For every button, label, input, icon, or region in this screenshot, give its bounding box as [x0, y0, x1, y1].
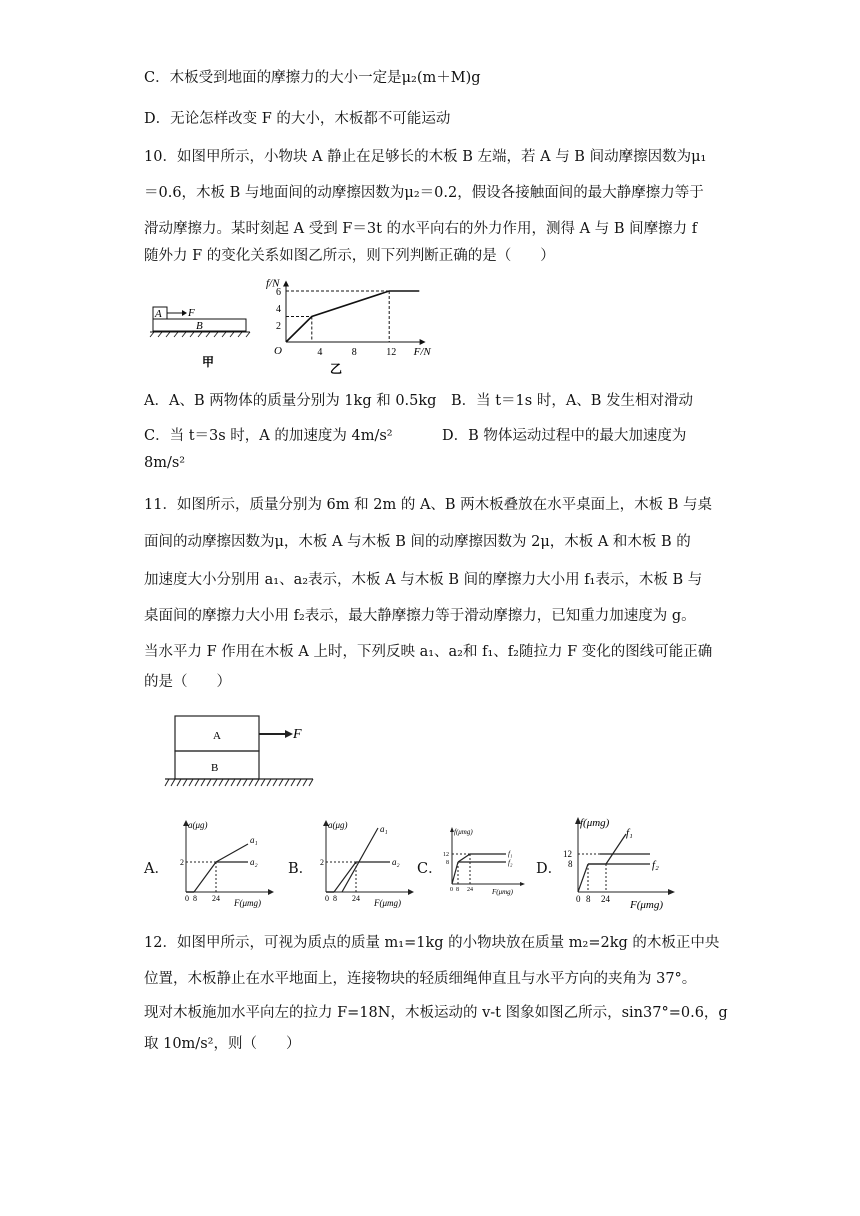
q10-line-4: 随外力 F 的变化关系如图乙所示，则下列判断正确的是（ ）: [144, 248, 555, 264]
option-11c-graph: [440, 824, 532, 896]
option-11a-a2-label: a₂: [250, 857, 258, 867]
y-tick-4: 4: [276, 304, 281, 315]
q12-line-4: 取 10m/s²，则（ ）: [144, 1036, 301, 1052]
q12-line-3: 现对木板施加水平向左的拉力 F=18N，木板运动的 v-t 图象如图乙所示，sin37°=0.6，g: [144, 1005, 728, 1021]
option-11b-graph: [312, 816, 424, 910]
option-11b-xlabel: F(μmg): [374, 898, 402, 908]
q12-line-2: 位置，木板静止在水平地面上，连接物块的轻质细绳伸直且与水平方向的夹角为 37°。: [144, 971, 697, 987]
option-11b-a1-label: a₁: [380, 824, 388, 834]
option-11d-label: D．: [536, 861, 563, 877]
x-tick-4: 4: [317, 347, 323, 358]
option-11b-a1-line: [342, 828, 378, 892]
option-11d-xtick-8: 8: [586, 894, 591, 904]
option-11b-ylabel: a(μg): [328, 820, 348, 830]
option-11b-label: B．: [288, 861, 314, 877]
x-tick-12: 12: [386, 347, 397, 358]
option-11a-xlabel: F(μmg): [234, 898, 262, 908]
option-11d-f1-label: f₁: [626, 827, 633, 839]
option-11c-f1-label: f₁: [508, 850, 513, 858]
y-axis-label: f/N: [266, 277, 280, 290]
option-11a-ylabel: a(μg): [188, 820, 208, 830]
option-11a-label: A．: [144, 861, 169, 877]
y-tick-2: 2: [276, 321, 281, 332]
option-11d-ytick-8: 8: [568, 859, 573, 869]
q11-line-3: 加速度大小分别用 a₁、a₂表示，木板 A 与木板 B 间的摩擦力大小用 f₁表示，木板 B 与: [144, 572, 703, 588]
x-axis-arrow: [420, 339, 426, 345]
figure-10-yi-chart: [262, 266, 431, 378]
option-9c: C．木板受到地面的摩擦力的大小一定是μ₂(m＋M)g: [144, 70, 481, 86]
option-11d-ytick-12: 12: [563, 849, 572, 859]
option-11d-f1-line: [606, 834, 626, 864]
option-11d-rise-line: [578, 864, 588, 892]
board-b-label: B: [196, 320, 203, 332]
q12-line-1: 12．如图甲所示，可视为质点的质量 m₁=1kg 的小物块放在质量 m₂=2kg 的木板正中央: [144, 935, 720, 951]
option-11d-xtick-0: 0: [576, 894, 581, 904]
yi-label: 乙: [330, 362, 343, 376]
option-11d-f2-label: f₂: [652, 859, 659, 871]
option-11a-common-line: [194, 862, 216, 892]
option-11c-label: C．: [417, 861, 443, 877]
force-label: F: [188, 307, 195, 319]
y-tick-6: 6: [276, 287, 281, 298]
option-11b-xtick-0: 0: [325, 894, 329, 903]
option-11d-ylabel: f(μmg): [580, 817, 610, 829]
q10-line-1: 10．如图甲所示，小物块 A 静止在足够长的木板 B 左端，若 A 与 B 间动摩擦因数为μ₁: [144, 149, 707, 165]
origin-label: O: [274, 345, 282, 357]
q10-option-c: C．当 t＝3s 时，A 的加速度为 4m/s²: [144, 428, 393, 444]
y-axis-arrow: [283, 281, 289, 287]
q10-option-d-cont: 8m/s²: [144, 455, 186, 471]
board-b-label-11: B: [211, 762, 219, 774]
ground-hatch: [150, 332, 250, 337]
option-11a-graph: [168, 816, 280, 910]
option-11b-xtick-8: 8: [333, 894, 337, 903]
option-11c-ylabel: f(μmg): [454, 828, 473, 836]
option-11a-xtick-8: 8: [193, 894, 197, 903]
jia-label: 甲: [202, 355, 215, 369]
option-11c-xtick-24: 24: [467, 887, 473, 893]
option-11a-a1-label: a₁: [250, 835, 258, 845]
option-11b-ytick: 2: [320, 858, 324, 867]
q11-line-2: 面间的动摩擦因数为μ，木板 A 与木板 B 间的动摩擦因数为 2μ，木板 A 和木板 B 的: [144, 534, 691, 550]
q10-line-3: 滑动摩擦力。某时刻起 A 受到 F＝3t 的水平向右的外力作用，测得 A 与 B 间摩擦力 f: [144, 221, 698, 237]
x-axis-label: F/N: [413, 346, 431, 358]
q11-line-5: 当水平力 F 作用在木板 A 上时，下列反映 a₁、a₂和 f₁、f₂随拉力 F 变化的图线可能正确: [144, 644, 713, 660]
q11-line-1: 11．如图所示，质量分别为 6m 和 2m 的 A、B 两木板叠放在水平桌面上，木板 B 与桌: [144, 497, 713, 513]
option-11d-xlabel: F(μmg): [630, 899, 664, 911]
option-11d-xtick-24: 24: [601, 894, 610, 904]
q11-line-4: 桌面间的摩擦力大小用 f₂表示，最大静摩擦力等于滑动摩擦力，已知重力加速度为 g。: [144, 608, 696, 624]
option-11c-xlabel: F(μmg): [492, 888, 514, 896]
option-11b-a2-label: a₂: [392, 857, 400, 867]
option-11c-ytick-12: 12: [443, 852, 449, 858]
x-tick-8: 8: [351, 347, 357, 358]
option-11a-xtick-24: 24: [212, 894, 220, 903]
figure-10-jia: [150, 295, 260, 375]
option-11a-xtick-0: 0: [185, 894, 189, 903]
option-11c-rise-line: [452, 862, 458, 884]
option-11c-xtick-8: 8: [456, 887, 459, 893]
q10-option-d: D．B 物体运动过程中的最大加速度为: [442, 428, 687, 444]
option-11d-graph: [560, 812, 686, 912]
block-a-label: A: [155, 308, 162, 320]
force-label-11: F: [293, 727, 302, 742]
option-11c-xtick-0: 0: [450, 887, 453, 893]
series-line: [286, 291, 419, 342]
option-11c-f2-label: f₂: [508, 859, 513, 867]
table-hatch: [165, 779, 313, 786]
figure-11-boards: [163, 712, 323, 794]
q10-option-ab: A．A、B 两物体的质量分别为 1kg 和 0.5kg B．当 t＝1s 时，A、B 发生相对滑动: [144, 393, 694, 409]
q11-line-6: 的是（ ）: [144, 674, 231, 690]
option-11c-ytick-8: 8: [446, 860, 449, 866]
board-a-label: A: [213, 730, 221, 742]
option-11a-ytick: 2: [180, 858, 184, 867]
option-11a-a1-line: [216, 844, 248, 862]
option-11b-xtick-24: 24: [352, 894, 360, 903]
option-9d: D．无论怎样改变 F 的大小，木板都不可能运动: [144, 111, 451, 127]
q10-line-2: ＝0.6，木板 B 与地面间的动摩擦因数为μ₂＝0.2，假设各接触面间的最大静摩擦力等于: [144, 185, 704, 201]
